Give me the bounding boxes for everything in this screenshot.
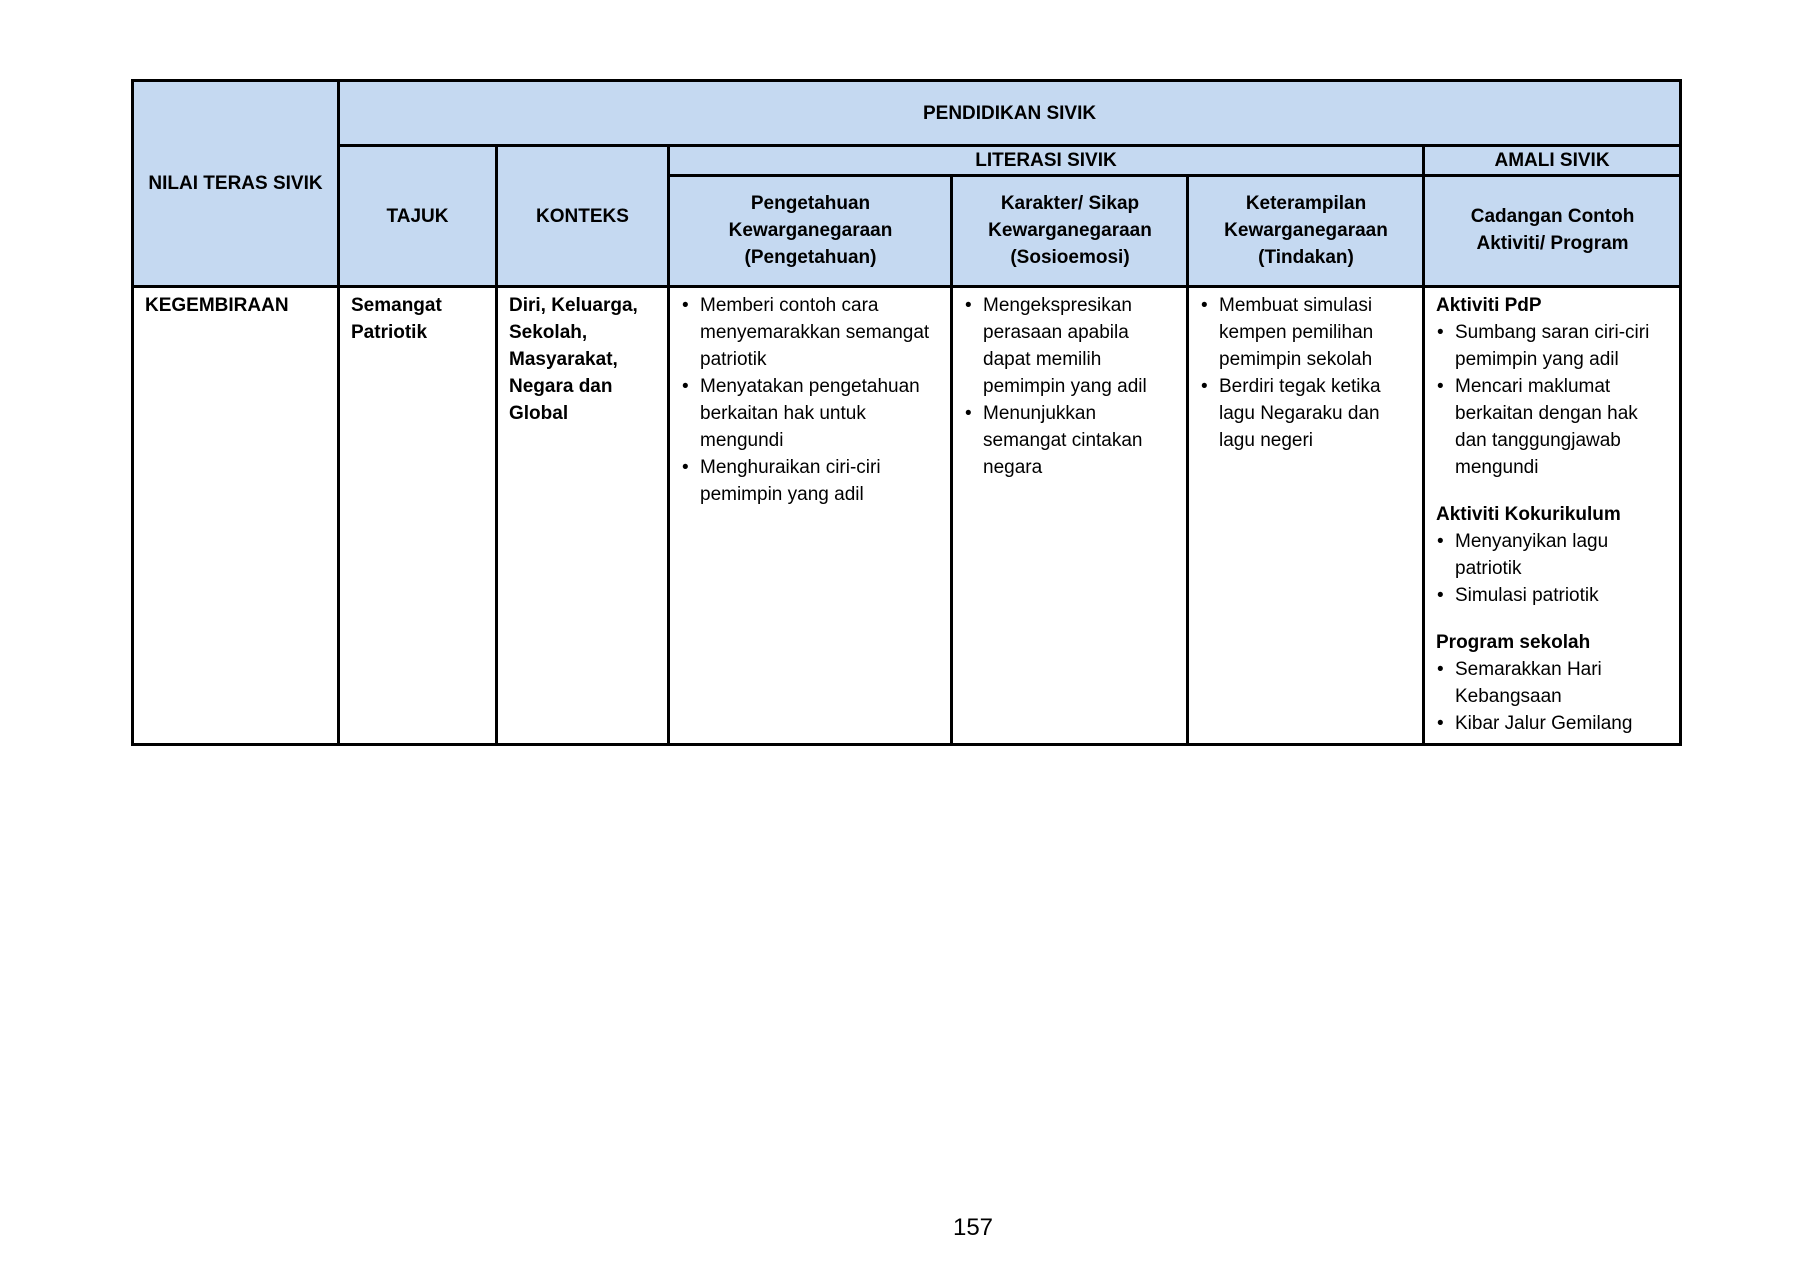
- keterampilan-list: [1200, 292, 1412, 454]
- header-karakter-text: Karakter/ Sikap Kewarganegaraan (Sosioemosi): [988, 192, 1152, 268]
- list-item: • Kibar Jalur Gemilang: [1436, 710, 1669, 737]
- list-item: • Mencari maklumat berkaitan dengan hak dan tanggungjawab mengundi: [1436, 373, 1669, 481]
- header-amali-sivik: AMALI SIVIK: [1424, 146, 1681, 176]
- konteks-text: Diri, Keluarga, Sekolah, Masyarakat, Negara dan Global: [509, 295, 638, 424]
- amali-section-kokurikulum: [1436, 501, 1669, 609]
- pengetahuan-list: [681, 292, 940, 508]
- header-keterampilan: [1188, 176, 1424, 287]
- list-item: • Menghuraikan ciri-ciri pemimpin yang adil: [681, 454, 940, 508]
- amali-section-pdp: [1436, 292, 1669, 481]
- header-cadangan: [1424, 176, 1681, 287]
- list-item: • Membuat simulasi kempen pemilihan pemimpin sekolah: [1200, 292, 1412, 373]
- list-item: • Memberi contoh cara menyemarakkan semangat patriotik: [681, 292, 940, 373]
- header-tajuk: TAJUK: [339, 146, 497, 287]
- list-item: • Semarakkan Hari Kebangsaan: [1436, 656, 1669, 710]
- header-karakter: [952, 176, 1188, 287]
- civics-curriculum-table: [131, 79, 1682, 746]
- cell-nilai: [133, 287, 339, 745]
- list-item: • Mengekspresikan perasaan apabila dapat memilih pemimpin yang adil: [964, 292, 1176, 400]
- header-nilai-teras-sivik: NILAI TERAS SIVIK: [133, 81, 339, 287]
- cell-karakter: [952, 287, 1188, 745]
- table-row: [133, 287, 1681, 745]
- list-item: • Menyanyikan lagu patriotik: [1436, 528, 1669, 582]
- section-title: Aktiviti Kokurikulum: [1436, 504, 1621, 525]
- section-title: Program sekolah: [1436, 632, 1591, 653]
- header-row-middle: [133, 146, 1681, 176]
- tajuk-text: Semangat Patriotik: [351, 295, 442, 343]
- page-number: 157: [952, 1214, 994, 1241]
- list-item: • Sumbang saran ciri-ciri pemimpin yang adil: [1436, 319, 1669, 373]
- list-item: • Simulasi patriotik: [1436, 582, 1669, 609]
- cell-konteks: [497, 287, 669, 745]
- cell-tajuk: [339, 287, 497, 745]
- header-row-top: [133, 81, 1681, 146]
- header-pendidikan-sivik: PENDIDIKAN SIVIK: [339, 81, 1681, 146]
- list-item: • Menunjukkan semangat cintakan negara: [964, 400, 1176, 481]
- header-pengetahuan-text: Pengetahuan Kewarganegaraan (Pengetahuan): [728, 192, 893, 268]
- cell-pengetahuan: [669, 287, 952, 745]
- cell-amali: [1424, 287, 1681, 745]
- nilai-text: KEGEMBIRAAN: [145, 295, 289, 316]
- section-title: Aktiviti PdP: [1436, 295, 1542, 316]
- header-cadangan-text: Cadangan Contoh Aktiviti/ Program: [1470, 206, 1635, 254]
- list-item: • Berdiri tegak ketika lagu Negaraku dan lagu negeri: [1200, 373, 1412, 454]
- header-keterampilan-text: Keterampilan Kewarganegaraan (Tindakan): [1224, 192, 1388, 268]
- header-literasi-sivik: LITERASI SIVIK: [669, 146, 1424, 176]
- amali-section-program-sekolah: [1436, 629, 1669, 737]
- karakter-list: [964, 292, 1176, 481]
- header-pengetahuan: [669, 176, 952, 287]
- header-konteks: KONTEKS: [497, 146, 669, 287]
- cell-keterampilan: [1188, 287, 1424, 745]
- list-item: • Menyatakan pengetahuan berkaitan hak untuk mengundi: [681, 373, 940, 454]
